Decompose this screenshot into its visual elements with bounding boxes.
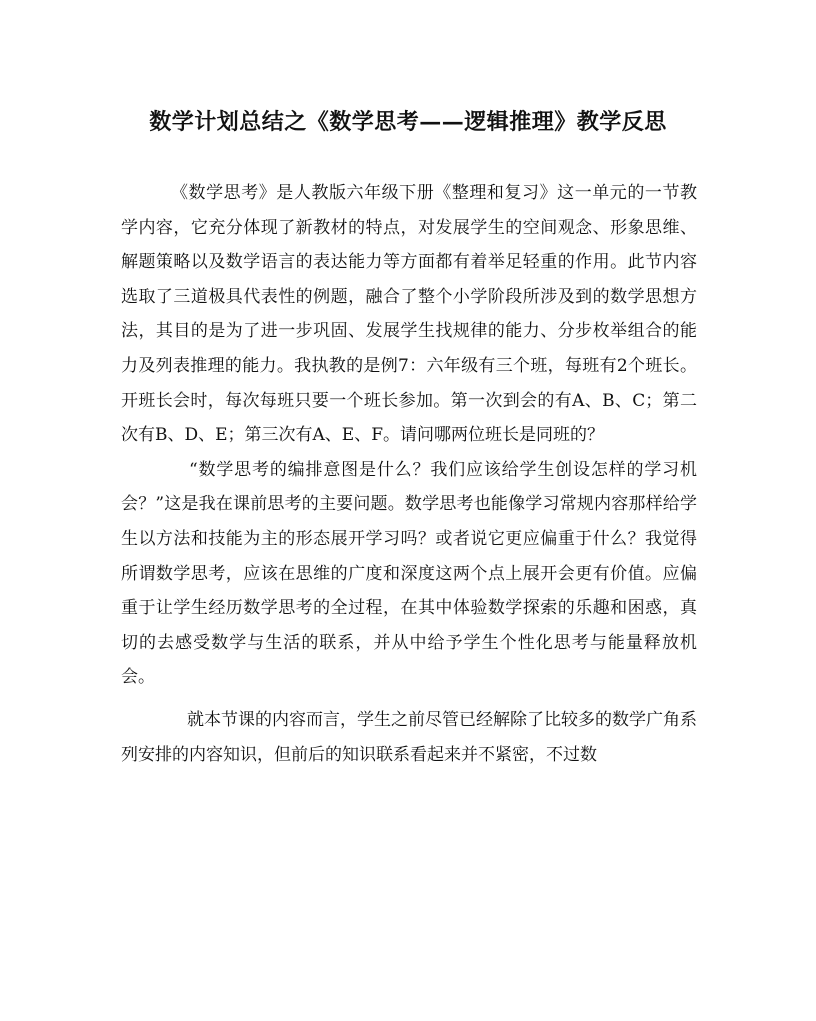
paragraph-design-intent: “数学思考的编排意图是什么？我们应该给学生创设怎样的学习机会？”这是我在课前思考的主要问题。数学思考也能像学习常规内容那样给学生以方法和技能为主的形态展开学习吗？或者说它更应偏重于什么？我觉得所谓数学思考，应该在思维的广度和深度这两个点上展开会更有价值。应偏重于让学生经历数学思考的全过程，在其中体验数学探索的乐趣和困惑，真切的去感受数学与生活的联系，并从中给予学生个性化思考与能量释放机会。 bbox=[121, 459, 697, 688]
document-title: 数学计划总结之《数学思考——逻辑推理》教学反思 bbox=[149, 109, 667, 135]
paragraph-intro: 《数学思考》是人教版六年级下册《整理和复习》这一单元的一节教学内容，它充分体现了新教材的特点，对发展学生的空间观念、形象思维、解题策略以及数学语言的表达能力等方面都有着举足轻重的作用。此节内容选取了三道极具代表性的例题，融合了整个小学阶段所涉及到的数学思想方法，其目的是为了进一步巩固、发展学生找规律的能力、分步枚举组合的能力及列表推理的能力。我执教的是例7：六年级有三个班，每班有2个班长。开班长会时，每次每班只要一个班长参加。第一次到会的有A、B、C；第二次有B、D、E；第三次有A、E、F。请问哪两位班长是同班的？ bbox=[121, 183, 697, 446]
document-body bbox=[121, 176, 697, 772]
paragraph-lesson-content: 就本节课的内容而言，学生之前尽管已经解除了比较多的数学广角系列安排的内容知识，但前后的知识联系看起来并不紧密，不过数 bbox=[121, 709, 697, 765]
